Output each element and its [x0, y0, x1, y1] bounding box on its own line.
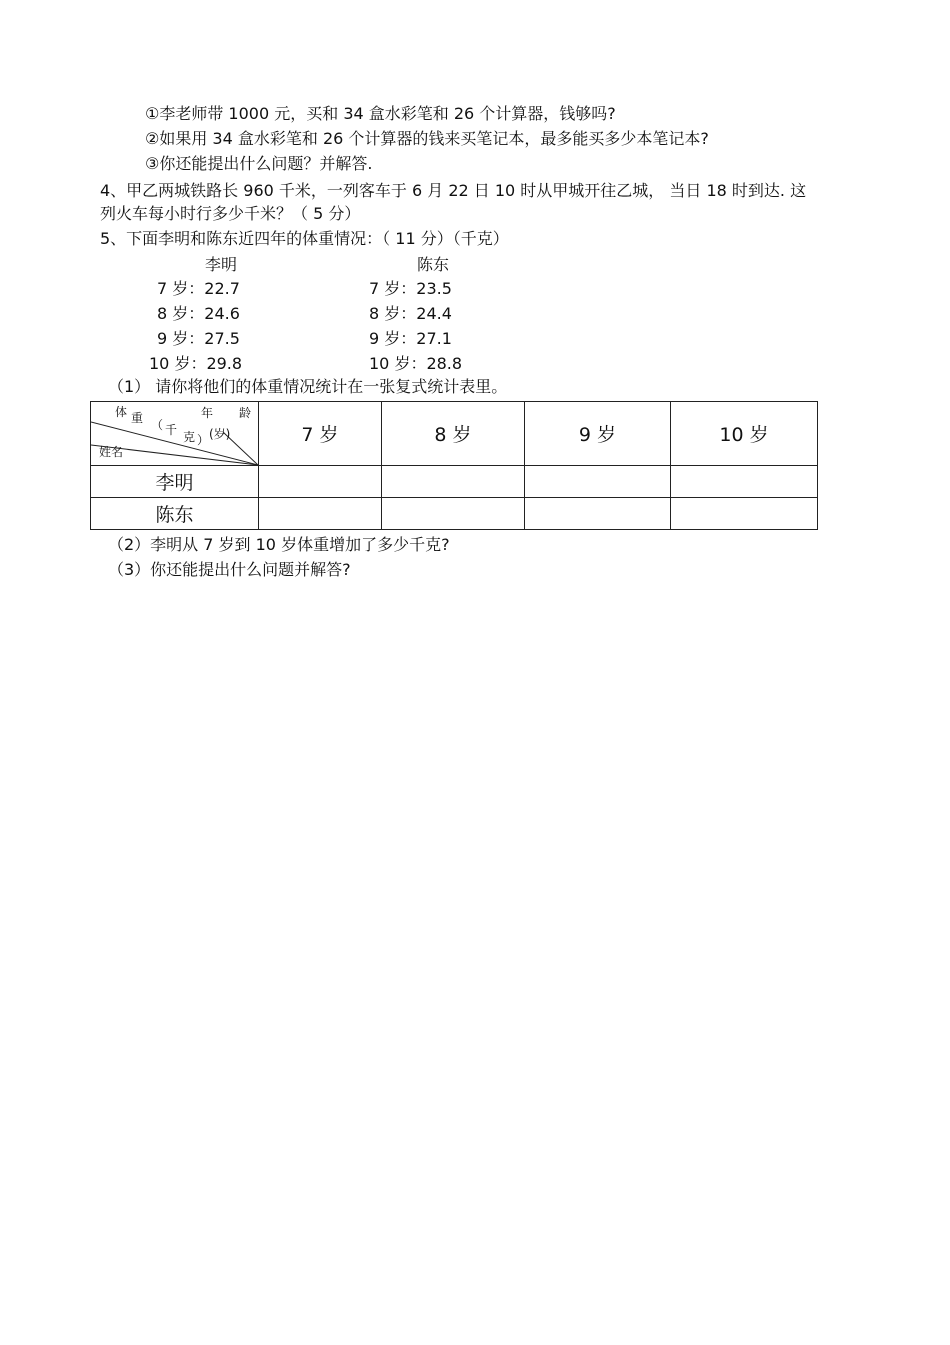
corner-label-ling: 龄: [239, 406, 252, 420]
row-header-liming: 李明: [91, 466, 259, 498]
column-header-9: 9 岁: [525, 402, 671, 466]
table-row: [91, 466, 818, 498]
table-cell[interactable]: [382, 466, 525, 498]
problem4-line2: 列火车每小时行多少千米？（ 5 分）: [100, 204, 361, 223]
problem3-sub1: ①李老师带 1000 元，买和 34 盒水彩笔和 26 个计算器，钱够吗?: [145, 104, 616, 123]
weight-a-2: 9 岁：27.5: [157, 329, 240, 348]
column-header-10: 10 岁: [671, 402, 818, 466]
weight-b-3: 10 岁：28.8: [369, 354, 463, 373]
corner-label-sui: (岁): [209, 427, 231, 441]
corner-label-ke: 克: [183, 430, 196, 444]
weight-a-1: 8 岁：24.6: [157, 304, 240, 323]
weight-b-0: 7 岁：23.5: [369, 279, 452, 298]
table-cell[interactable]: [259, 466, 382, 498]
problem3-sub2: ②如果用 34 盒水彩笔和 26 个计算器的钱来买笔记本，最多能买多少本笔记本?: [145, 129, 709, 148]
table-cell[interactable]: [671, 466, 818, 498]
table-corner-cell: [91, 402, 259, 466]
corner-label-ti: 体: [115, 405, 128, 419]
name-chendong: 陈东: [417, 255, 450, 274]
corner-label-paren-l: （: [151, 418, 164, 432]
problem5-intro: 5、下面李明和陈东近四年的体重情况：（ 11 分）（千克）: [100, 229, 509, 248]
table-cell[interactable]: [259, 498, 382, 530]
corner-label-paren-r: ）: [197, 433, 210, 447]
weight-a-0: 7 岁：22.7: [157, 279, 240, 298]
weight-stats-table: [90, 401, 818, 530]
weight-b-1: 8 岁：24.4: [369, 304, 452, 323]
problem4-line1: 4、甲乙两城铁路长 960 千米，一列客车于 6 月 22 日 10 时从甲城开往乙城， 当日 18 时到达. 这: [100, 181, 807, 200]
corner-label-name: 姓名: [99, 445, 124, 459]
column-header-8: 8 岁: [382, 402, 525, 466]
table-row: [91, 498, 818, 530]
corner-label-zhong: 重: [131, 411, 144, 425]
problem3-sub3: ③你还能提出什么问题？并解答.: [145, 154, 373, 173]
table-cell[interactable]: [382, 498, 525, 530]
weight-b-2: 9 岁：27.1: [369, 329, 452, 348]
table-cell[interactable]: [525, 466, 671, 498]
table-header-row: [91, 402, 818, 466]
problem5-part3: （3）你还能提出什么问题并解答?: [108, 560, 351, 579]
name-liming: 李明: [205, 255, 238, 274]
corner-label-nian: 年: [201, 406, 214, 420]
table-cell[interactable]: [671, 498, 818, 530]
corner-label-qian: 千: [165, 423, 178, 437]
problem5-part1: （1） 请你将他们的体重情况统计在一张复式统计表里。: [108, 377, 508, 396]
problem5-part2: （2）李明从 7 岁到 10 岁体重增加了多少千克?: [108, 535, 450, 554]
table-cell[interactable]: [525, 498, 671, 530]
column-header-7: 7 岁: [259, 402, 382, 466]
row-header-chendong: 陈东: [91, 498, 259, 530]
weight-a-3: 10 岁：29.8: [149, 354, 243, 373]
